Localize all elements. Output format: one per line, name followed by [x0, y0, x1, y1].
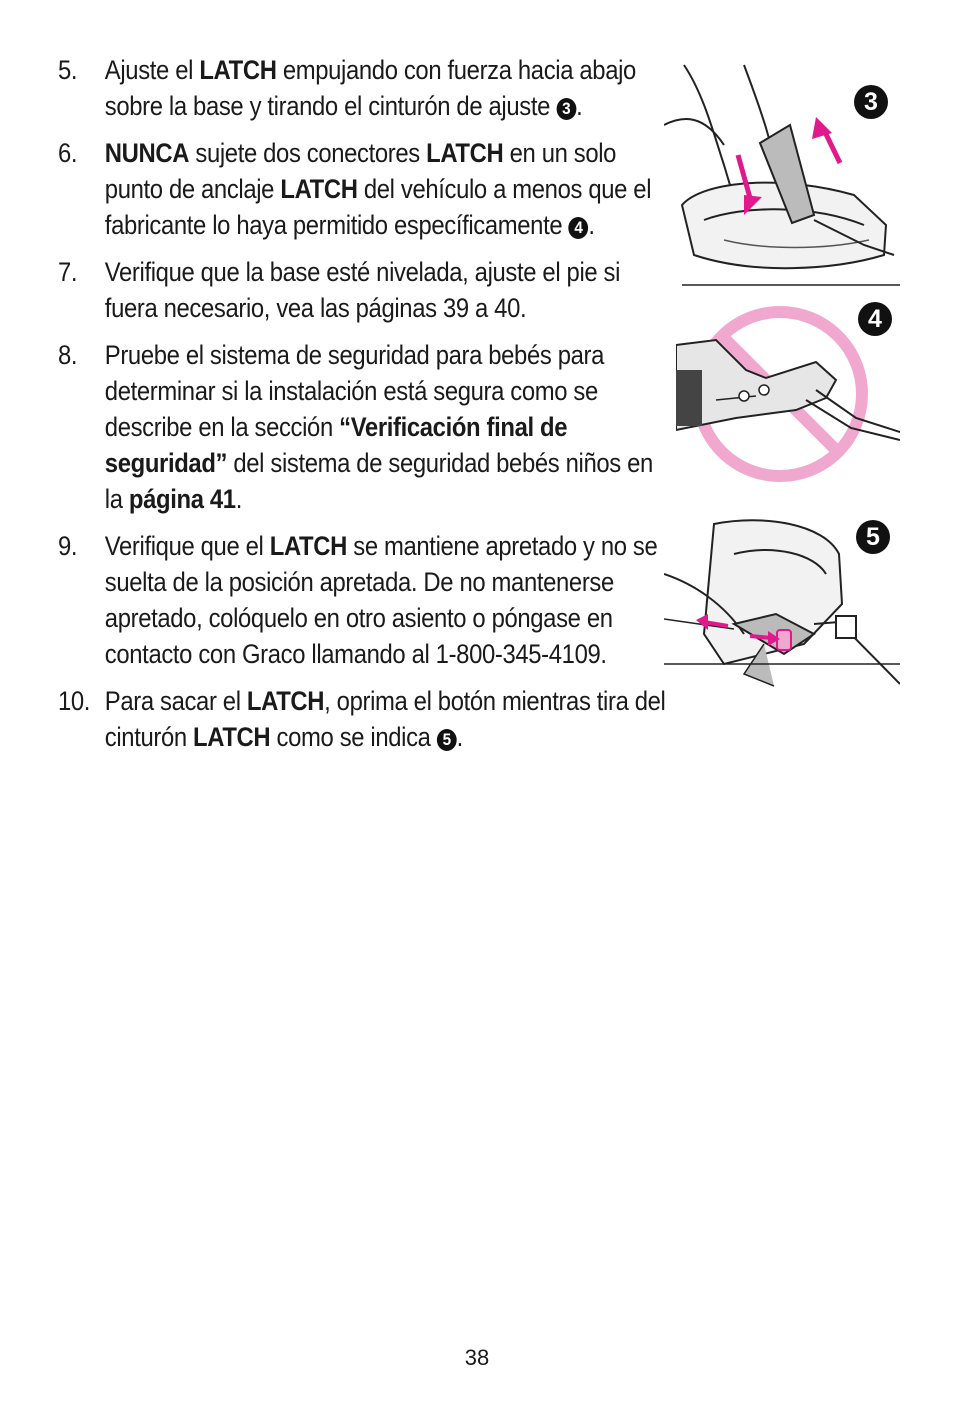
step-text	[105, 337, 670, 517]
step-text	[105, 52, 670, 124]
emphasis-text: “Verificación final de seguridad”	[104, 412, 568, 478]
step-text	[105, 254, 670, 326]
emphasis-text: página 41	[128, 484, 236, 514]
text-run: Para sacar el	[104, 686, 247, 716]
figure-3-adjust-latch	[664, 55, 900, 295]
figure-reference-icon: 5	[437, 729, 457, 751]
text-run: se mantiene apretado y no se suelta de la posición apretada. De no mantenerse apretado, colóquelo en otro asiento o póngase en contacto con Graco llamando al 1-800-345-4109.	[104, 531, 658, 669]
instruction-step	[58, 254, 670, 326]
instruction-list	[58, 52, 670, 766]
instruction-step	[58, 52, 670, 124]
step-number: 8.	[58, 340, 78, 370]
figure-3-badge: 3	[854, 85, 888, 119]
step-number: 10.	[58, 686, 91, 716]
figure-4-do-not-double-connect	[676, 300, 900, 490]
text-run: del sistema de seguridad bebés niños en la	[104, 448, 653, 514]
figure-4-badge: 4	[858, 302, 892, 336]
step-number: 6.	[58, 138, 78, 168]
text-run: como se indica	[270, 722, 437, 752]
instruction-step	[58, 528, 670, 672]
text-run: en un solo punto de anclaje	[104, 138, 617, 204]
page-number: 38	[464, 1345, 490, 1370]
text-run: .	[456, 722, 463, 752]
step-number: 5.	[58, 55, 78, 85]
step-number: 7.	[58, 257, 78, 287]
step-text	[105, 683, 670, 755]
text-run: Ajuste el	[104, 55, 200, 85]
emphasis-text: NUNCA	[104, 138, 190, 168]
figure-5-badge: 5	[856, 520, 890, 554]
emphasis-text: LATCH	[280, 174, 358, 204]
emphasis-text: LATCH	[199, 55, 277, 85]
emphasis-text: LATCH	[269, 531, 347, 561]
text-run: .	[588, 210, 595, 240]
text-run: sujete dos conectores	[189, 138, 427, 168]
step-number: 9.	[58, 531, 78, 561]
text-run: .	[235, 484, 242, 514]
figure-reference-icon: 4	[569, 217, 589, 239]
text-run: Verifique que el	[104, 531, 270, 561]
instruction-step	[58, 337, 670, 517]
text-run: , oprima el botón mientras tira del cinturón	[104, 686, 666, 752]
figure-5-remove-latch	[664, 514, 900, 688]
instruction-step	[58, 135, 670, 243]
figure-reference-icon: 3	[556, 98, 576, 120]
emphasis-text: LATCH	[246, 686, 325, 716]
text-run: .	[576, 91, 583, 121]
text-run: Verifique que la base esté nivelada, ajuste el pie si fuera necesario, vea las páginas 39 a 40.	[104, 257, 621, 323]
instruction-step	[58, 683, 670, 755]
text-run: empujando con fuerza hacia abajo sobre la base y tirando el cinturón de ajuste	[104, 55, 636, 121]
text-run: del vehículo a menos que el fabricante lo haya permitido específicamente	[104, 174, 652, 240]
emphasis-text: LATCH	[426, 138, 504, 168]
text-run: Pruebe el sistema de seguridad para bebés para determinar si la instalación está segura como se describe en la sección	[104, 340, 605, 442]
step-text	[105, 528, 670, 672]
emphasis-text: LATCH	[193, 722, 271, 752]
step-text	[105, 135, 670, 243]
